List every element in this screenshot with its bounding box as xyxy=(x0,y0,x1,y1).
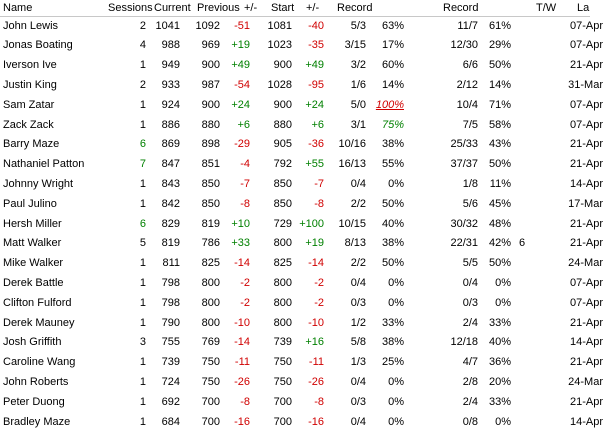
cell-change-previous: -11 xyxy=(234,356,250,369)
cell-change-previous: -8 xyxy=(240,395,250,408)
cell-previous: 969 xyxy=(201,39,220,52)
cell-change-previous: -10 xyxy=(234,316,250,329)
cell-change-start: -7 xyxy=(314,177,324,190)
table-row[interactable] xyxy=(0,294,603,314)
cell-pct-total: 0% xyxy=(495,296,511,309)
cell-pct-total: 50% xyxy=(488,257,511,270)
cell-record-total: 11/7 xyxy=(457,19,478,32)
cell-last: 24-Mar xyxy=(568,375,603,388)
cell-current: 829 xyxy=(161,217,180,230)
table-row[interactable] xyxy=(0,96,603,116)
cell-change-start: +55 xyxy=(305,158,324,171)
cell-pct-total: 61% xyxy=(488,19,511,32)
cell-previous: 769 xyxy=(201,336,220,349)
cell-record-total: 12/30 xyxy=(450,39,478,52)
header-last[interactable]: La xyxy=(577,2,590,14)
cell-change-previous: +33 xyxy=(231,237,250,250)
cell-current: 842 xyxy=(161,197,180,210)
cell-change-start: -11 xyxy=(308,356,324,369)
cell-last: 21-Apr xyxy=(569,59,603,72)
header-name[interactable]: Name xyxy=(3,2,33,14)
cell-change-start: +100 xyxy=(299,217,324,230)
cell-change-previous: -54 xyxy=(234,78,250,91)
cell-current: 847 xyxy=(161,158,180,171)
cell-pct-total: 50% xyxy=(488,158,511,171)
cell-last: 21-Apr xyxy=(569,138,603,151)
cell-start: 850 xyxy=(273,197,292,210)
cell-record-recent: 5/0 xyxy=(350,98,366,111)
cell-start: 800 xyxy=(273,276,292,289)
cell-pct-recent: 0% xyxy=(388,296,404,309)
cell-last: 21-Apr xyxy=(569,158,603,171)
cell-start: 800 xyxy=(273,237,292,250)
cell-previous: 851 xyxy=(201,158,220,171)
cell-start: 792 xyxy=(273,158,292,171)
cell-change-previous: +6 xyxy=(237,118,250,131)
cell-change-start: -36 xyxy=(308,138,324,151)
cell-pct-recent: 50% xyxy=(381,197,404,210)
cell-change-previous: +49 xyxy=(231,59,250,72)
cell-start: 729 xyxy=(273,217,292,230)
header-record-total[interactable]: Record xyxy=(443,2,479,14)
cell-start: 750 xyxy=(273,375,292,388)
cell-name: Mike Walker xyxy=(3,257,64,270)
cell-name: Bradley Maze xyxy=(3,415,71,428)
header-start[interactable]: Start xyxy=(271,2,295,14)
cell-record-total: 5/6 xyxy=(462,197,478,210)
cell-sessions: 1 xyxy=(139,356,146,369)
cell-name: Iverson Ive xyxy=(3,59,57,72)
cell-record-total: 25/33 xyxy=(450,138,478,151)
cell-name: John Lewis xyxy=(3,19,59,32)
cell-current: 755 xyxy=(161,336,180,349)
cell-previous: 900 xyxy=(201,98,220,111)
cell-sessions: 1 xyxy=(139,276,146,289)
cell-current: 811 xyxy=(162,257,180,270)
table-row[interactable] xyxy=(0,333,603,353)
cell-record-recent: 1/6 xyxy=(350,78,366,91)
cell-previous: 850 xyxy=(201,197,220,210)
cell-current: 798 xyxy=(161,276,180,289)
cell-sessions: 7 xyxy=(139,158,146,171)
cell-start: 700 xyxy=(273,395,292,408)
cell-change-previous: -7 xyxy=(240,177,250,190)
cell-last: 21-Apr xyxy=(569,316,603,329)
cell-name: Zack Zack xyxy=(3,118,54,131)
cell-change-start: -2 xyxy=(314,276,324,289)
cell-change-previous: -8 xyxy=(240,197,250,210)
cell-name: Josh Griffith xyxy=(3,336,62,349)
cell-name: Caroline Wang xyxy=(3,356,76,369)
cell-record-total: 2/8 xyxy=(462,375,478,388)
cell-previous: 987 xyxy=(201,78,220,91)
table-row[interactable] xyxy=(0,393,603,413)
cell-pct-recent: 38% xyxy=(381,237,404,250)
cell-record-recent: 0/4 xyxy=(350,276,366,289)
table-row[interactable] xyxy=(0,76,603,96)
cell-previous: 786 xyxy=(201,237,220,250)
cell-record-recent: 5/3 xyxy=(350,19,366,32)
cell-record-recent: 16/13 xyxy=(338,158,366,171)
cell-record-recent: 0/3 xyxy=(350,395,366,408)
cell-last: 21-Apr xyxy=(569,356,603,369)
cell-change-start: +6 xyxy=(311,118,324,131)
cell-previous: 800 xyxy=(201,296,220,309)
cell-record-total: 10/4 xyxy=(456,98,478,111)
cell-sessions: 1 xyxy=(139,177,146,190)
header-tw[interactable]: T/W xyxy=(536,2,557,14)
cell-last: 14-Apr xyxy=(569,336,603,349)
cell-pct-recent: 14% xyxy=(381,78,404,91)
cell-pct-recent: 0% xyxy=(388,395,404,408)
cell-start: 905 xyxy=(273,138,292,151)
cell-last: 31-Mar xyxy=(568,78,603,91)
cell-current: 843 xyxy=(161,177,180,190)
cell-previous: 1092 xyxy=(195,19,220,32)
cell-pct-total: 71% xyxy=(488,98,511,111)
cell-change-start: +24 xyxy=(305,98,324,111)
table-row[interactable] xyxy=(0,56,603,76)
cell-change-previous: -2 xyxy=(240,296,250,309)
cell-record-total: 7/5 xyxy=(462,118,478,131)
cell-record-recent: 1/2 xyxy=(350,316,366,329)
cell-change-start: -26 xyxy=(308,375,324,388)
cell-last: 07-Apr xyxy=(569,39,603,52)
cell-current: 869 xyxy=(161,138,180,151)
table-row[interactable] xyxy=(0,234,603,254)
cell-record-total: 4/7 xyxy=(462,356,478,369)
cell-current: 949 xyxy=(161,59,180,72)
cell-record-total: 0/8 xyxy=(462,415,478,428)
cell-pct-total: 0% xyxy=(495,276,511,289)
cell-change-start: -40 xyxy=(308,19,324,32)
cell-start: 1028 xyxy=(267,78,292,91)
cell-last: 07-Apr xyxy=(569,19,603,32)
cell-pct-recent: 40% xyxy=(381,217,404,230)
cell-last: 07-Apr xyxy=(569,276,603,289)
cell-last: 24-Mar xyxy=(568,257,603,270)
cell-start: 900 xyxy=(273,59,292,72)
table-row[interactable] xyxy=(0,413,603,433)
table-row[interactable] xyxy=(0,215,603,235)
cell-previous: 700 xyxy=(201,415,220,428)
cell-record-recent: 3/2 xyxy=(350,59,366,72)
cell-name: Justin King xyxy=(3,78,57,91)
cell-record-total: 0/3 xyxy=(462,296,478,309)
cell-pct-recent: 38% xyxy=(381,336,404,349)
cell-last: 07-Apr xyxy=(569,98,603,111)
cell-name: Sam Zatar xyxy=(3,98,55,111)
cell-record-recent: 2/2 xyxy=(350,197,366,210)
header-current[interactable]: Current xyxy=(154,2,191,14)
cell-start: 800 xyxy=(273,296,292,309)
cell-sessions: 6 xyxy=(139,217,146,230)
cell-sessions: 1 xyxy=(139,98,146,111)
cell-sessions: 1 xyxy=(139,257,146,270)
cell-change-start: +19 xyxy=(305,237,324,250)
table-row[interactable] xyxy=(0,155,603,175)
cell-change-start: -2 xyxy=(314,296,324,309)
cell-record-total: 12/18 xyxy=(450,336,478,349)
cell-pct-total: 40% xyxy=(488,336,511,349)
cell-previous: 850 xyxy=(201,177,220,190)
table-row[interactable] xyxy=(0,17,603,37)
cell-current: 739 xyxy=(161,356,180,369)
cell-previous: 800 xyxy=(201,316,220,329)
cell-start: 850 xyxy=(273,177,292,190)
cell-pct-total: 20% xyxy=(488,375,511,388)
cell-previous: 825 xyxy=(201,257,220,270)
cell-last: 14-Apr xyxy=(569,415,603,428)
cell-previous: 750 xyxy=(201,375,220,388)
cell-current: 692 xyxy=(161,395,180,408)
cell-current: 886 xyxy=(161,118,180,131)
cell-pct-recent: 100% xyxy=(375,98,404,111)
table-row[interactable] xyxy=(0,195,603,215)
cell-record-recent: 8/13 xyxy=(344,237,366,250)
cell-last: 17-Mar xyxy=(568,197,603,210)
cell-change-previous: -4 xyxy=(240,158,250,171)
cell-previous: 750 xyxy=(201,356,220,369)
cell-current: 684 xyxy=(161,415,180,428)
cell-name: Nathaniel Patton xyxy=(3,158,85,171)
cell-name: Johnny Wright xyxy=(3,177,74,190)
table-row[interactable] xyxy=(0,353,603,373)
cell-record-recent: 0/4 xyxy=(350,415,366,428)
cell-sessions: 2 xyxy=(139,78,146,91)
cell-change-start: +49 xyxy=(305,59,324,72)
cell-current: 724 xyxy=(161,375,180,388)
cell-start: 1081 xyxy=(267,19,292,32)
cell-record-total: 5/5 xyxy=(462,257,478,270)
cell-pct-total: 36% xyxy=(488,356,511,369)
cell-pct-total: 29% xyxy=(488,39,511,52)
cell-name: Paul Julino xyxy=(3,197,57,210)
cell-change-previous: +24 xyxy=(231,98,250,111)
cell-record-total: 30/32 xyxy=(450,217,478,230)
header-plus-minus-previous[interactable]: +/- xyxy=(244,2,258,14)
cell-sessions: 4 xyxy=(139,39,146,52)
cell-previous: 800 xyxy=(201,276,220,289)
cell-current: 988 xyxy=(161,39,180,52)
cell-pct-total: 50% xyxy=(488,59,511,72)
cell-tw: 6 xyxy=(518,237,526,250)
cell-last: 07-Apr xyxy=(569,296,603,309)
cell-pct-total: 43% xyxy=(488,138,511,151)
cell-pct-recent: 38% xyxy=(381,138,404,151)
cell-change-previous: -2 xyxy=(240,276,250,289)
table-row[interactable] xyxy=(0,314,603,334)
cell-pct-total: 45% xyxy=(488,197,511,210)
cell-start: 739 xyxy=(273,336,292,349)
cell-record-total: 2/12 xyxy=(456,78,478,91)
table-row[interactable] xyxy=(0,254,603,274)
cell-previous: 700 xyxy=(201,395,220,408)
cell-start: 800 xyxy=(273,316,292,329)
cell-record-recent: 10/16 xyxy=(338,138,366,151)
cell-sessions: 6 xyxy=(139,138,146,151)
cell-name: Jonas Boating xyxy=(3,39,73,52)
table-row[interactable] xyxy=(0,175,603,195)
cell-pct-total: 48% xyxy=(488,217,511,230)
cell-change-previous: -26 xyxy=(234,375,250,388)
cell-change-previous: -14 xyxy=(234,257,250,270)
cell-sessions: 1 xyxy=(139,316,146,329)
cell-previous: 880 xyxy=(201,118,220,131)
cell-last: 21-Apr xyxy=(569,395,603,408)
cell-name: Clifton Fulford xyxy=(3,296,72,309)
cell-change-previous: +19 xyxy=(231,39,250,52)
header-record-recent[interactable]: Record xyxy=(337,2,373,14)
cell-last: 07-Apr xyxy=(569,118,603,131)
cell-last: 14-Apr xyxy=(569,177,603,190)
cell-change-start: -16 xyxy=(308,415,324,428)
cell-pct-recent: 33% xyxy=(381,316,404,329)
cell-name: Hersh Miller xyxy=(3,217,62,230)
cell-pct-total: 14% xyxy=(488,78,511,91)
cell-pct-total: 42% xyxy=(488,237,511,250)
cell-pct-total: 33% xyxy=(488,395,511,408)
cell-previous: 819 xyxy=(201,217,220,230)
cell-change-start: -95 xyxy=(308,78,324,91)
cell-sessions: 1 xyxy=(139,296,146,309)
cell-sessions: 1 xyxy=(139,395,146,408)
cell-record-recent: 10/15 xyxy=(338,217,366,230)
cell-current: 924 xyxy=(161,98,180,111)
cell-change-previous: -16 xyxy=(234,415,250,428)
cell-record-total: 0/4 xyxy=(462,276,478,289)
header-plus-minus-start[interactable]: +/- xyxy=(306,2,320,14)
table-header xyxy=(0,0,590,17)
cell-record-recent: 0/3 xyxy=(350,296,366,309)
cell-change-previous: -29 xyxy=(234,138,250,151)
cell-record-total: 2/4 xyxy=(462,316,478,329)
cell-change-start: -8 xyxy=(314,197,324,210)
header-sessions[interactable]: Sessions xyxy=(108,2,153,14)
cell-record-recent: 2/2 xyxy=(350,257,366,270)
cell-change-previous: -14 xyxy=(234,336,250,349)
cell-record-recent: 3/15 xyxy=(344,39,366,52)
cell-last: 21-Apr xyxy=(569,237,603,250)
cell-name: Barry Maze xyxy=(3,138,60,151)
cell-pct-total: 0% xyxy=(495,415,511,428)
cell-sessions: 1 xyxy=(139,415,146,428)
table-row[interactable] xyxy=(0,36,603,56)
cell-record-total: 1/8 xyxy=(462,177,478,190)
cell-pct-recent: 0% xyxy=(388,177,404,190)
cell-name: John Roberts xyxy=(3,375,69,388)
table-row[interactable] xyxy=(0,373,603,393)
cell-record-total: 6/6 xyxy=(462,59,478,72)
cell-change-start: -10 xyxy=(308,316,324,329)
cell-previous: 900 xyxy=(201,59,220,72)
cell-pct-recent: 75% xyxy=(381,118,404,131)
cell-pct-recent: 0% xyxy=(388,375,404,388)
cell-change-previous: -51 xyxy=(234,19,250,32)
table-row[interactable] xyxy=(0,274,603,294)
cell-pct-recent: 0% xyxy=(388,276,404,289)
cell-current: 819 xyxy=(161,237,180,250)
cell-current: 790 xyxy=(161,316,180,329)
cell-record-total: 37/37 xyxy=(450,158,478,171)
cell-current: 933 xyxy=(161,78,180,91)
cell-record-recent: 0/4 xyxy=(350,375,366,388)
cell-last: 21-Apr xyxy=(569,217,603,230)
cell-change-start: -35 xyxy=(308,39,324,52)
table-row[interactable] xyxy=(0,135,603,155)
cell-start: 700 xyxy=(273,415,292,428)
cell-name: Derek Battle xyxy=(3,276,64,289)
cell-record-recent: 3/1 xyxy=(350,118,366,131)
cell-record-recent: 5/8 xyxy=(350,336,366,349)
cell-pct-recent: 55% xyxy=(381,158,404,171)
cell-sessions: 2 xyxy=(139,19,146,32)
cell-pct-recent: 50% xyxy=(381,257,404,270)
cell-record-total: 2/4 xyxy=(462,395,478,408)
cell-start: 1023 xyxy=(267,39,292,52)
cell-record-total: 22/31 xyxy=(450,237,478,250)
header-previous[interactable]: Previous xyxy=(197,2,240,14)
cell-record-recent: 1/3 xyxy=(350,356,366,369)
cell-pct-recent: 60% xyxy=(381,59,404,72)
cell-pct-recent: 25% xyxy=(381,356,404,369)
table-row[interactable] xyxy=(0,116,603,136)
cell-pct-total: 11% xyxy=(489,177,511,190)
cell-change-start: -8 xyxy=(314,395,324,408)
cell-pct-recent: 0% xyxy=(388,415,404,428)
cell-start: 825 xyxy=(273,257,292,270)
cell-previous: 898 xyxy=(201,138,220,151)
cell-name: Peter Duong xyxy=(3,395,65,408)
cell-change-start: +16 xyxy=(305,336,324,349)
cell-sessions: 1 xyxy=(139,197,146,210)
cell-sessions: 1 xyxy=(139,375,146,388)
cell-current: 1041 xyxy=(155,19,180,32)
cell-record-recent: 0/4 xyxy=(350,177,366,190)
cell-name: Derek Mauney xyxy=(3,316,75,329)
cell-sessions: 1 xyxy=(139,59,146,72)
cell-sessions: 1 xyxy=(139,118,146,131)
cell-sessions: 3 xyxy=(139,336,146,349)
cell-change-start: -14 xyxy=(308,257,324,270)
cell-pct-total: 33% xyxy=(488,316,511,329)
cell-pct-total: 58% xyxy=(488,118,511,131)
cell-change-previous: +10 xyxy=(231,217,250,230)
cell-sessions: 5 xyxy=(139,237,146,250)
cell-pct-recent: 17% xyxy=(381,39,404,52)
cell-start: 750 xyxy=(273,356,292,369)
cell-pct-recent: 63% xyxy=(381,19,404,32)
cell-current: 798 xyxy=(161,296,180,309)
cell-start: 880 xyxy=(273,118,292,131)
cell-start: 900 xyxy=(273,98,292,111)
cell-name: Matt Walker xyxy=(3,237,62,250)
